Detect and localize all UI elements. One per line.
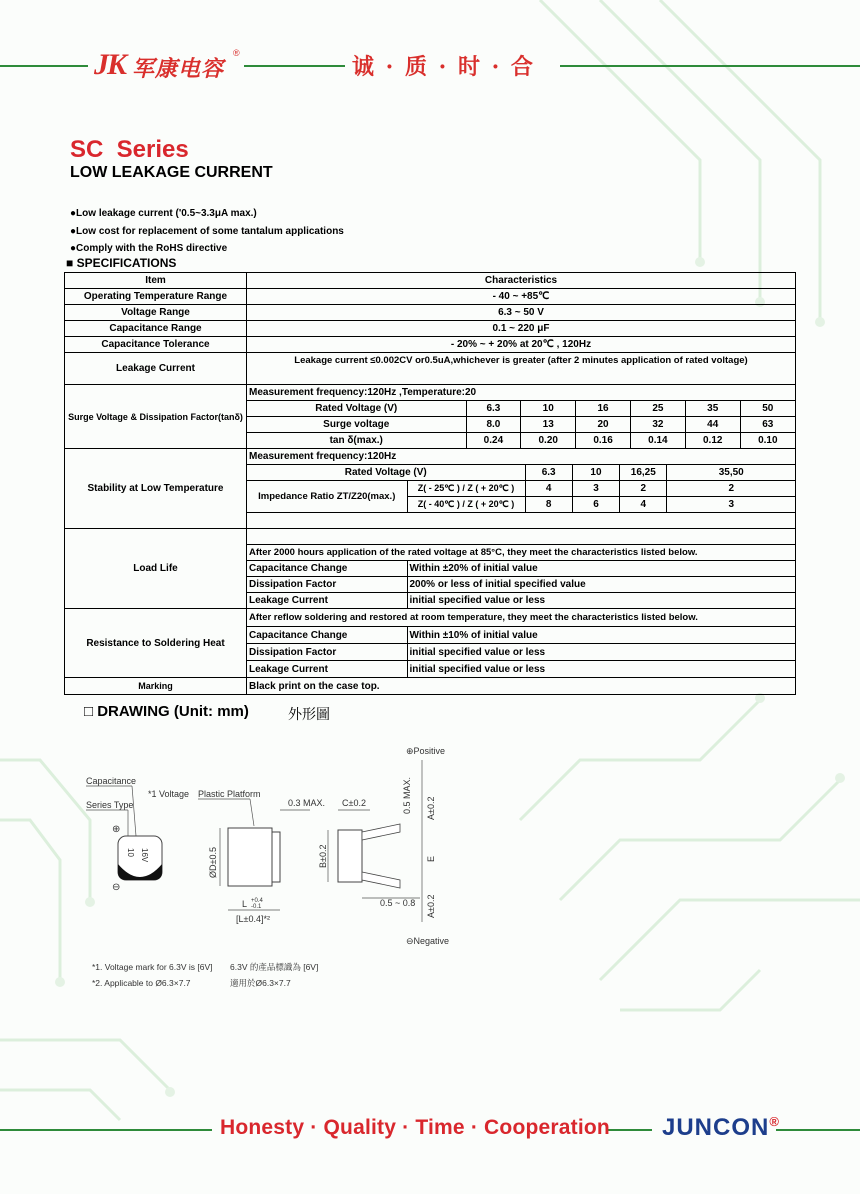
- stability-rated-value: 6.3: [525, 465, 572, 481]
- label-length: L: [242, 899, 248, 909]
- surge-voltage-value: 32: [630, 417, 685, 433]
- load-life-table: [247, 529, 795, 608]
- surge-rated-value: 50: [740, 401, 795, 417]
- surge-rated-value: 16: [576, 401, 631, 417]
- feature-item: ●Low leakage current ('0.5~3.3μA max.): [70, 208, 257, 219]
- brand-registered-mark: ®: [769, 1114, 780, 1129]
- load-life-value: initial specified value or less: [407, 593, 795, 609]
- tan-delta-label: tan δ(max.): [247, 433, 466, 449]
- label-03max: 0.3 MAX.: [288, 798, 326, 808]
- label-a-top: A±0.2: [426, 796, 436, 820]
- series-title: SC Series: [70, 136, 189, 163]
- surge-rated-value: 10: [521, 401, 576, 417]
- voltage-range-value: 6.3 ~ 50 V: [247, 305, 796, 321]
- capacitance-range-label: Capacitance Range: [65, 321, 247, 337]
- positive-mark-icon: ⊕: [112, 824, 121, 835]
- soldering-value: initial specified value or less: [407, 661, 795, 678]
- impedance-row1-label: Z( - 25℃ ) / Z ( + 20℃ ): [407, 481, 525, 497]
- tan-delta-value: 0.20: [521, 433, 576, 449]
- stability-rated-value: 10: [572, 465, 619, 481]
- soldering-table: [247, 609, 795, 677]
- note-2: *2. Applicable to Ø6.3×7.7: [92, 978, 191, 988]
- surge-voltage-value: 63: [740, 417, 795, 433]
- impedance-ratio-label: Impedance Ratio ZT/Z20(max.): [247, 481, 407, 513]
- footer-brand: [662, 1114, 780, 1142]
- label-length-tol-down: -0.1: [251, 904, 262, 910]
- leakage-label: Leakage Current: [65, 353, 247, 385]
- surge-label: Surge Voltage & Dissipation Factor(tanδ): [65, 385, 247, 449]
- capacitor-front-view: [338, 830, 362, 882]
- label-length-alt: [L±0.4]*²: [236, 914, 270, 924]
- stability-rated-value: 35,50: [667, 465, 795, 481]
- label-c: C±0.2: [342, 798, 366, 808]
- label-a-bottom: A±0.2: [426, 894, 436, 918]
- stability-label: Stability at Low Temperature: [65, 449, 247, 529]
- capacitance-range-value: 0.1 ~ 220 μF: [247, 321, 796, 337]
- impedance-row1-value: 3: [572, 481, 619, 497]
- soldering-key: Dissipation Factor: [247, 644, 407, 661]
- soldering-key: Capacitance Change: [247, 627, 407, 644]
- surge-table: [247, 385, 795, 448]
- soldering-key: Leakage Current: [247, 661, 407, 678]
- stability-table: [247, 449, 795, 528]
- tan-delta-value: 0.12: [685, 433, 740, 449]
- load-life-intro: After 2000 hours application of the rated voltage at 85°C, they meet the characteristics listed below.: [247, 545, 795, 561]
- stability-block: [247, 449, 796, 529]
- impedance-row1-value: 4: [525, 481, 572, 497]
- footer-motto: Honesty · Quality · Time · Cooperation: [220, 1116, 610, 1139]
- cap-mark-value: 10: [126, 848, 135, 857]
- surge-voltage-value: 44: [685, 417, 740, 433]
- surge-voltage-value: 20: [576, 417, 631, 433]
- dimension-drawing: [70, 740, 490, 1000]
- brand-name: JUNCON: [662, 1114, 770, 1141]
- marking-label: Marking: [65, 678, 247, 695]
- leakage-value: Leakage current ≤0.002CV or0.5uA,whichever is greater (after 2 minutes application of rated voltage): [247, 353, 796, 385]
- load-life-block: [247, 529, 796, 609]
- label-lead-width: 0.5 ~ 0.8: [380, 898, 416, 908]
- stability-measurement: Measurement frequency:120Hz: [247, 449, 795, 465]
- soldering-value: Within ±10% of initial value: [407, 627, 795, 644]
- negative-mark-icon: ⊖: [112, 882, 121, 893]
- label-e: E: [426, 855, 436, 862]
- impedance-row2-value: 8: [525, 497, 572, 513]
- label-platform: Plastic Platform: [198, 789, 261, 799]
- label-b: B±0.2: [318, 844, 328, 868]
- drawing-heading: □ DRAWING (Unit: mm): [84, 703, 249, 720]
- registered-mark: ®: [233, 48, 240, 58]
- cap-mark-voltage: 16V: [140, 848, 149, 863]
- impedance-row2-value: 6: [572, 497, 619, 513]
- company-logo: JK: [94, 48, 126, 81]
- tan-delta-value: 0.24: [466, 433, 521, 449]
- surge-measurement: Measurement frequency:120Hz ,Temperature:20: [247, 385, 795, 401]
- surge-rated-label: Rated Voltage (V): [247, 401, 466, 417]
- stability-blank-row: [247, 513, 795, 529]
- header-item: Item: [65, 273, 247, 289]
- surge-voltage-value: 13: [521, 417, 576, 433]
- soldering-intro: After reflow soldering and restored at room temperature, they meet the characteristics listed below.: [247, 609, 795, 627]
- load-life-key: Leakage Current: [247, 593, 407, 609]
- specifications-table: [64, 272, 796, 695]
- surge-rated-value: 35: [685, 401, 740, 417]
- feature-item: ●Comply with the RoHS directive: [70, 243, 228, 254]
- specifications-heading: ■ SPECIFICATIONS: [66, 256, 177, 270]
- stability-rated-value: 16,25: [620, 465, 667, 481]
- load-life-key: Capacitance Change: [247, 561, 407, 577]
- surge-block: [247, 385, 796, 449]
- impedance-row2-label: Z( - 40℃ ) / Z ( + 20℃ ): [407, 497, 525, 513]
- tolerance-value: - 20% ~ + 20% at 20℃ , 120Hz: [247, 337, 796, 353]
- label-length-tol-up: +0.4: [251, 898, 263, 904]
- feature-list: [70, 205, 344, 258]
- voltage-range-label: Voltage Range: [65, 305, 247, 321]
- impedance-row1-value: 2: [620, 481, 667, 497]
- tan-delta-value: 0.10: [740, 433, 795, 449]
- surge-rated-value: 6.3: [466, 401, 521, 417]
- marking-value: Black print on the case top.: [247, 678, 796, 695]
- tan-delta-value: 0.16: [576, 433, 631, 449]
- label-capacitance: Capacitance: [86, 776, 137, 786]
- motto-cn: 诚 · 质 · 时 · 合: [352, 54, 535, 80]
- soldering-value: initial specified value or less: [407, 644, 795, 661]
- load-life-label: Load Life: [65, 529, 247, 609]
- stability-rated-label: Rated Voltage (V): [247, 465, 525, 481]
- impedance-row1-value: 2: [667, 481, 795, 497]
- impedance-row2-value: 3: [667, 497, 795, 513]
- company-name-cn: 军康电容: [132, 56, 225, 82]
- impedance-row2-value: 4: [620, 497, 667, 513]
- series-subtitle: LOW LEAKAGE CURRENT: [70, 164, 273, 181]
- soldering-label: Resistance to Soldering Heat: [65, 609, 247, 678]
- temp-range-label: Operating Temperature Range: [65, 289, 247, 305]
- load-life-key: Dissipation Factor: [247, 577, 407, 593]
- soldering-block: [247, 609, 796, 678]
- label-negative: ⊖Negative: [406, 936, 450, 946]
- capacitor-side-view: [228, 828, 272, 886]
- note-1-cn: 6.3V 的產品標識為 [6V]: [230, 962, 319, 972]
- label-05max: 0.5 MAX.: [402, 776, 412, 814]
- label-voltage: *1 Voltage: [148, 789, 190, 799]
- tan-delta-value: 0.14: [630, 433, 685, 449]
- label-series-type: Series Type: [86, 800, 134, 810]
- surge-voltage-label: Surge voltage: [247, 417, 466, 433]
- drawing-heading-cn: 外形圖: [288, 707, 330, 723]
- label-positive: ⊕Positive: [406, 746, 446, 756]
- temp-range-value: - 40 ~ +85℃: [247, 289, 796, 305]
- surge-rated-value: 25: [630, 401, 685, 417]
- tolerance-label: Capacitance Tolerance: [65, 337, 247, 353]
- surge-voltage-value: 8.0: [466, 417, 521, 433]
- load-life-value: 200% or less of initial specified value: [407, 577, 795, 593]
- label-diameter: ØD±0.5: [208, 847, 218, 878]
- header-characteristics: Characteristics: [247, 273, 796, 289]
- note-2-cn: 適用於Ø6.3×7.7: [230, 978, 291, 988]
- load-life-value: Within ±20% of initial value: [407, 561, 795, 577]
- load-life-spacer: [247, 529, 795, 545]
- note-1: *1. Voltage mark for 6.3V is [6V]: [92, 962, 213, 972]
- feature-item: ●Low cost for replacement of some tantalum applications: [70, 225, 344, 237]
